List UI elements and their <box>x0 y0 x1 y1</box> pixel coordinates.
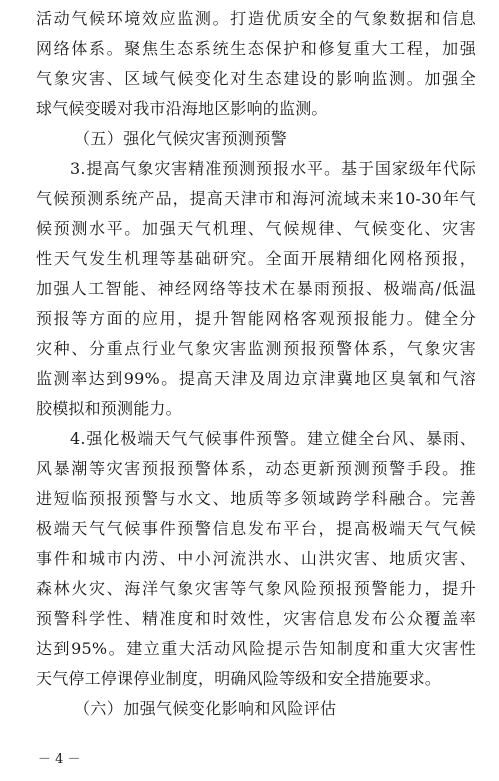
p3-line-6: 预报等方面的应用，提升智能网格客观预报能力。健全分 <box>36 309 476 328</box>
section-heading-6: （六）加强气候变化影响和风险评估 <box>74 699 337 718</box>
p4-line-7: 预警科学性、精准度和时效性，灾害信息发布公众覆盖率 <box>36 609 476 628</box>
p4-line-5: 事件和城市内涝、中小河流洪水、山洪灾害、地质灾害、 <box>36 549 476 568</box>
p4-line-2: 风暴潮等灾害预报预警体系，动态更新预测预警手段。推 <box>36 459 476 478</box>
p4-line-4: 极端天气气候事件预警信息发布平台，提高极端天气气候 <box>36 519 476 538</box>
p3-line-1: 3.提高气象灾害精准预测预报水平。基于国家级年代际 <box>70 159 476 178</box>
p3-line-3: 候预测水平。加强天气机理、气候规律、气候变化、灾害 <box>36 219 476 238</box>
p4-line-8: 达到95%。建立重大活动风险提示告知制度和重大灾害性 <box>36 639 476 658</box>
page-number: － 4 － <box>38 752 81 767</box>
p3-line-8: 监测率达到99%。提高天津及周边京津冀地区臭氧和气溶 <box>36 369 476 388</box>
p4-line-9: 天气停工停课停业制度，明确风险等级和安全措施要求。 <box>36 669 442 688</box>
p3-line-9: 胶模拟和预测能力。 <box>36 399 182 418</box>
p4-line-3: 进短临预报预警与水文、地质等多领域跨学科融合。完善 <box>36 489 476 508</box>
p4-line-1: 4.强化极端天气气候事件预警。建立健全台风、暴雨、 <box>70 429 476 448</box>
intro-line-2: 网络体系。聚焦生态系统生态保护和修复重大工程，加强 <box>36 39 476 58</box>
p3-line-5: 加强人工智能、神经网络等技术在暴雨预报、极端高/低温 <box>36 279 476 298</box>
intro-line-1: 活动气候环境效应监测。打造优质安全的气象数据和信息 <box>36 9 476 28</box>
intro-line-3: 气象灾害、区域气候变化对生态建设的影响监测。加强全 <box>36 69 476 88</box>
intro-line-4: 球气候变暖对我市沿海地区影响的监测。 <box>36 99 328 118</box>
p4-line-6: 森林火灾、海洋气象灾害等气象风险预报预警能力，提升 <box>36 579 476 598</box>
section-heading-5: （五）强化气候灾害预测预警 <box>74 129 288 148</box>
p3-line-7: 灾种、分重点行业气象灾害监测预报预警体系，气象灾害 <box>36 339 476 358</box>
p3-line-4: 性天气发生机理等基础研究。全面开展精细化网格预报， <box>36 249 476 268</box>
p3-line-2: 气候预测系统产品，提高天津市和海河流域未来10-30年气 <box>36 189 476 208</box>
